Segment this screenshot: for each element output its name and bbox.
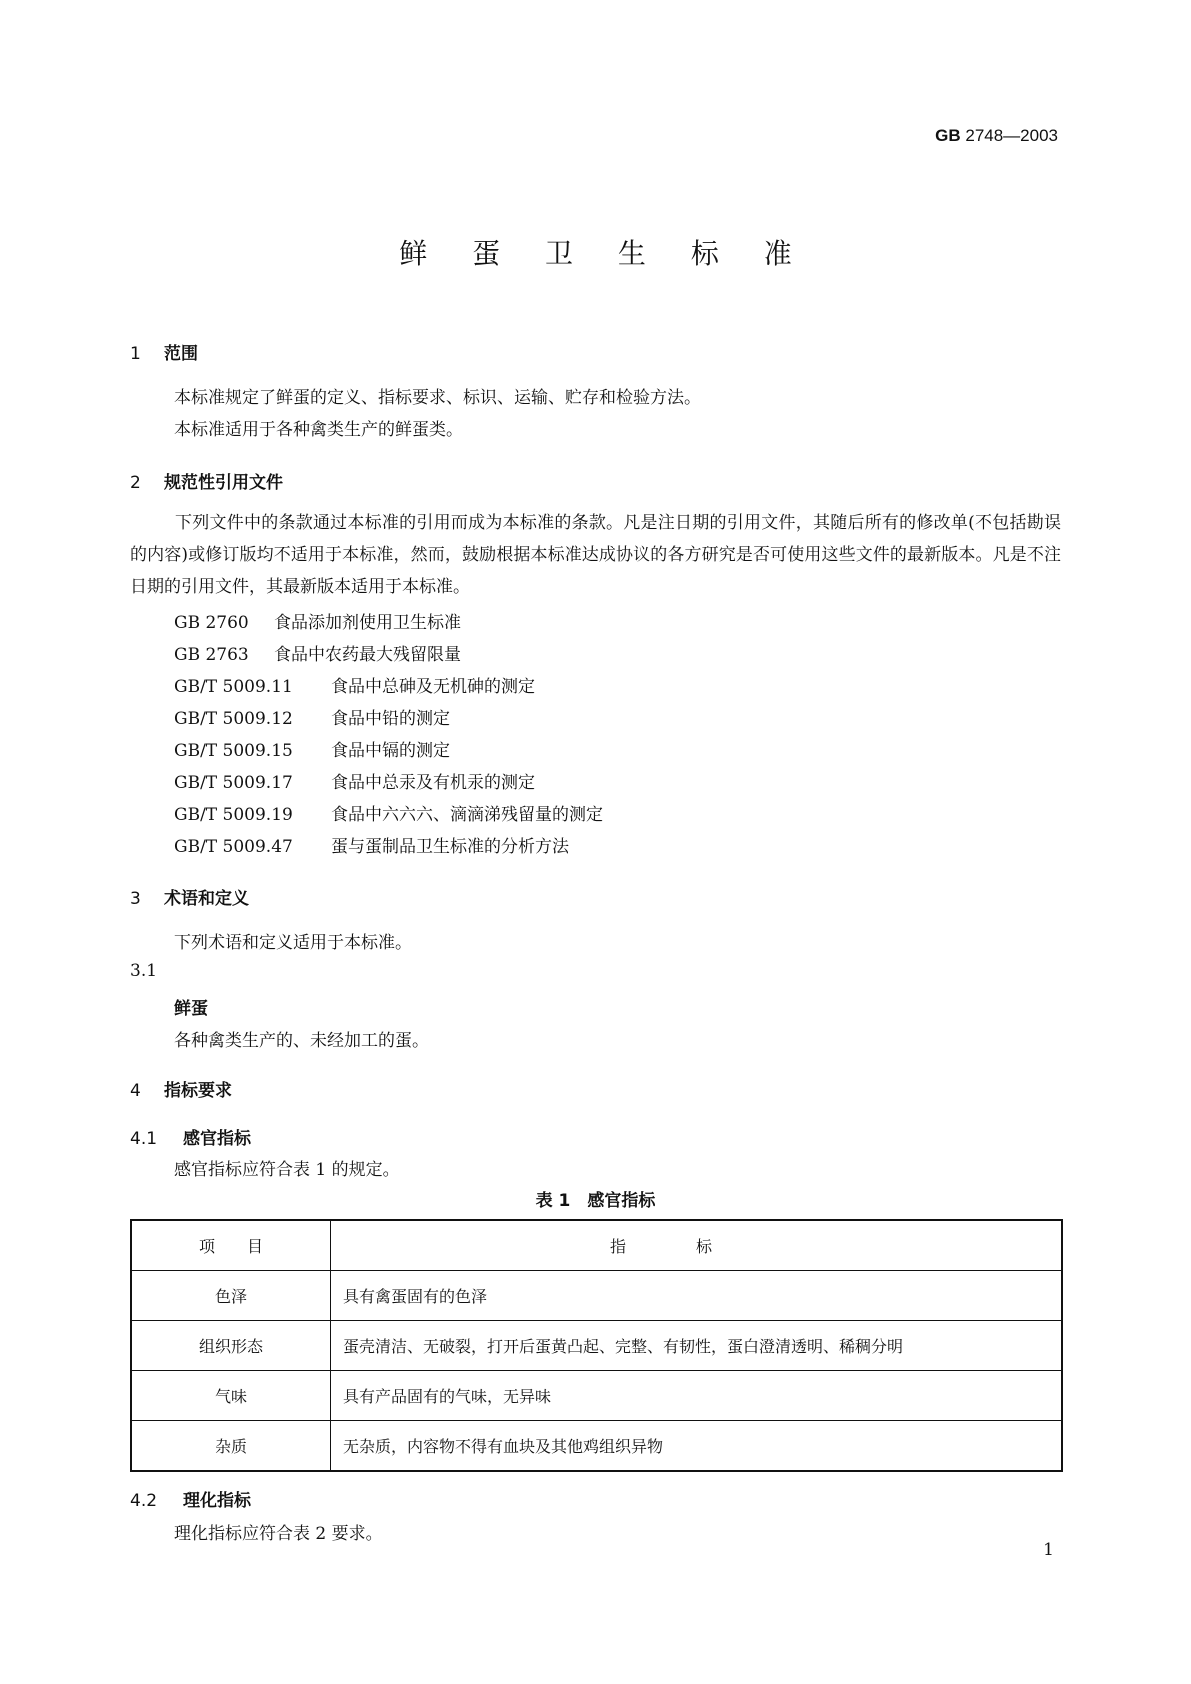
paragraph: 理化指标应符合表 2 要求。 [174,1524,383,1544]
row-item: 色泽 [131,1271,331,1321]
term: 鲜蛋 [174,999,208,1019]
column-header-item: 项 目 [131,1220,331,1271]
row-value: 具有产品固有的气味，无异味 [331,1371,1063,1421]
reference-name: 食品添加剂使用卫生标准 [274,613,461,633]
section-title: 规范性引用文件 [164,473,283,493]
section-title: 范围 [164,344,198,364]
subsection-number: 3.1 [130,961,158,981]
standard-number [935,126,1058,146]
row-item: 杂质 [131,1421,331,1472]
reference-item [174,704,450,729]
reference-name: 食品中镉的测定 [331,741,450,761]
paragraph: 下列术语和定义适用于本标准。 [174,933,412,953]
section-number: 1 [130,344,141,364]
row-item: 组织形态 [131,1321,331,1371]
paragraph: 感官指标应符合表 1 的规定。 [174,1160,400,1180]
section-title: 术语和定义 [164,889,249,909]
subsection-4-1-heading [130,1124,251,1149]
table-row [131,1321,1062,1371]
section-number: 4 [130,1081,141,1101]
reference-name: 食品中六六六、滴滴涕残留量的测定 [331,805,603,825]
definition: 各种禽类生产的、未经加工的蛋。 [174,1031,429,1051]
row-value: 无杂质，内容物不得有血块及其他鸡组织异物 [331,1421,1063,1472]
reference-name: 蛋与蛋制品卫生标准的分析方法 [331,837,569,857]
subsection-title: 理化指标 [183,1491,251,1511]
reference-code: GB 2760 [174,613,249,633]
section-4-heading [130,1076,232,1101]
row-value: 具有禽蛋固有的色泽 [331,1271,1063,1321]
page-number: 1 [1043,1540,1054,1560]
section-title: 指标要求 [164,1081,232,1101]
reference-code: GB/T 5009.12 [174,709,293,729]
section-2-heading [130,468,283,493]
subsection-title: 感官指标 [183,1129,251,1149]
paragraph: 本标准适用于各种禽类生产的鲜蛋类。 [174,420,463,440]
standard-code: 2748—2003 [965,126,1058,145]
reference-code: GB/T 5009.17 [174,773,293,793]
section-3-heading [130,884,249,909]
reference-item [174,768,535,793]
reference-item [174,672,535,697]
table-row [131,1371,1062,1421]
reference-item [174,832,569,857]
subsection-number: 4.2 [130,1491,158,1511]
reference-code: GB/T 5009.19 [174,805,293,825]
reference-name: 食品中总汞及有机汞的测定 [331,773,535,793]
reference-item [174,640,461,665]
section-number: 3 [130,889,141,909]
reference-name: 食品中总砷及无机砷的测定 [331,677,535,697]
paragraph: 下列文件中的条款通过本标准的引用而成为本标准的条款。凡是注日期的引用文件，其随后所有的修改单(不包括勘误的内容)或修订版均不适用于本标准，然而，鼓励根据本标准达成协议的各方研究是否可使用这些文件的最新版本。凡是不注日期的引用文件，其最新版本适用于本标准。 [130,513,1061,597]
table-1 [130,1219,1063,1472]
column-header-value: 指标 [331,1220,1063,1271]
reference-item [174,736,450,761]
reference-code: GB/T 5009.11 [174,677,293,697]
reference-name: 食品中铅的测定 [331,709,450,729]
subsection-4-2-heading [130,1486,251,1511]
paragraph: 本标准规定了鲜蛋的定义、指标要求、标识、运输、贮存和检验方法。 [174,388,701,408]
row-value: 蛋壳清洁、无破裂，打开后蛋黄凸起、完整、有韧性，蛋白澄清透明、稀稠分明 [331,1321,1063,1371]
table-row [131,1271,1062,1321]
table-header-row [131,1220,1062,1271]
section-number: 2 [130,473,141,493]
reference-code: GB/T 5009.47 [174,837,293,857]
reference-code: GB/T 5009.15 [174,741,293,761]
table-row [131,1421,1062,1472]
reference-item [174,800,603,825]
reference-name: 食品中农药最大残留限量 [274,645,461,665]
document-title: 鲜 蛋 卫 生 标 准 [399,237,810,270]
subsection-number: 4.1 [130,1129,158,1149]
table-1-caption: 表 1 感官指标 [535,1191,656,1211]
reference-item [174,608,461,633]
section-1-heading [130,339,198,364]
reference-code: GB 2763 [174,645,249,665]
row-item: 气味 [131,1371,331,1421]
standard-prefix: GB [935,126,961,145]
